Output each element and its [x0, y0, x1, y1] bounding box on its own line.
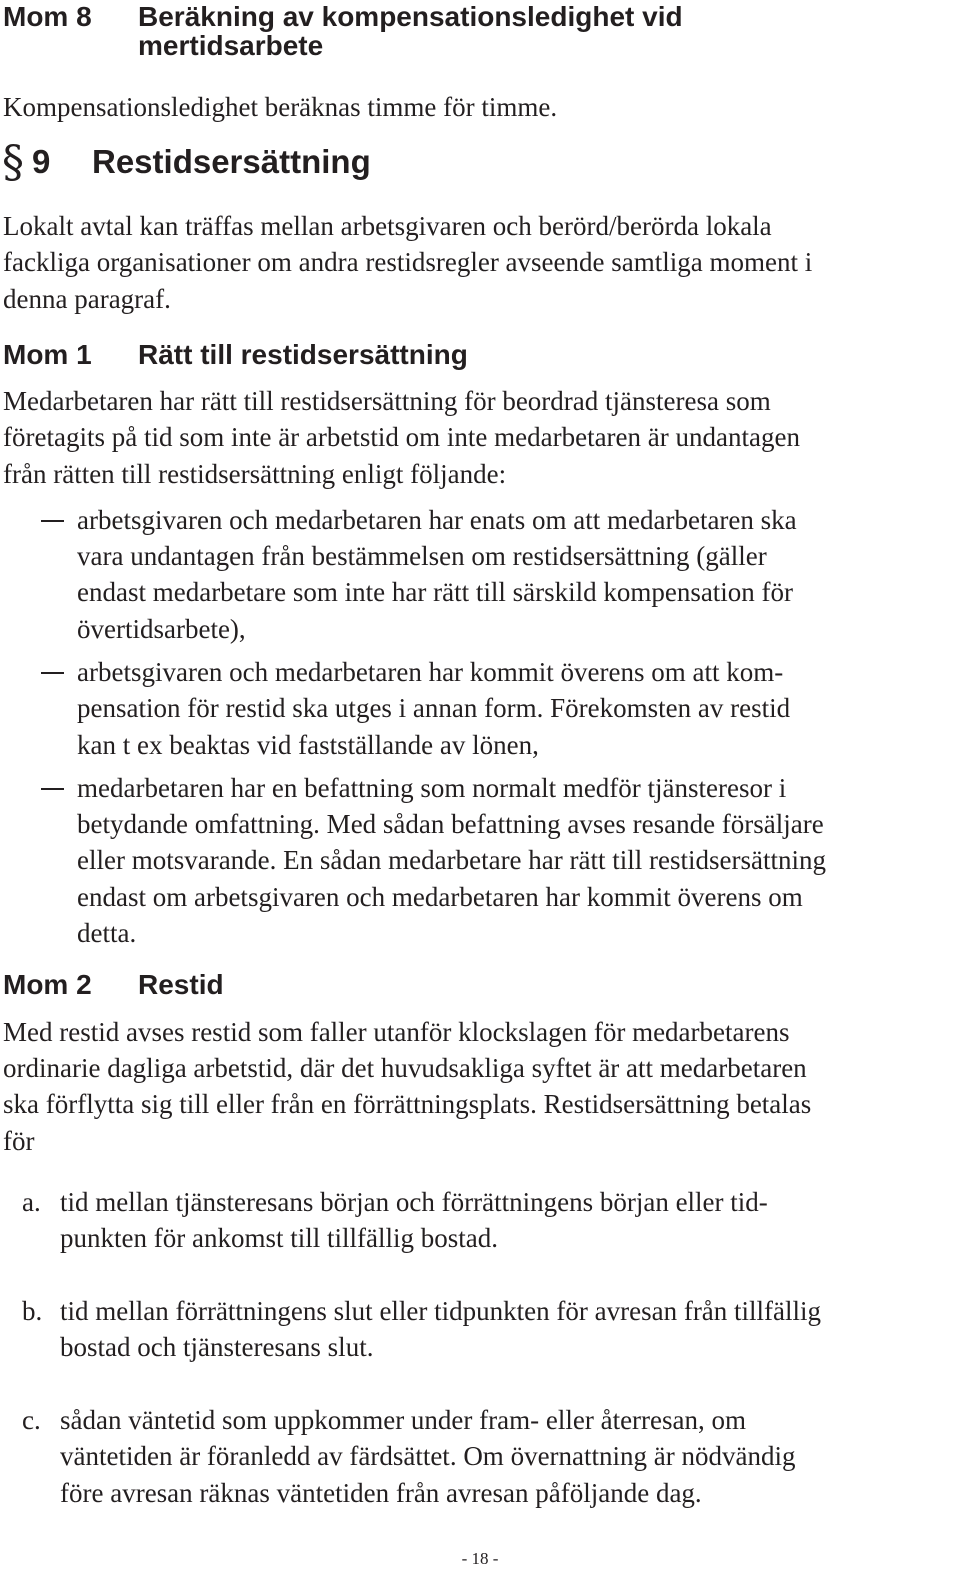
list-item-line: punkten för ankomst till tillfällig bostad.: [60, 1223, 498, 1253]
mom2-number: Mom 2: [3, 969, 92, 1000]
mom2-title: Restid: [138, 969, 224, 1000]
mom2-intro-line: ska förflytta sig till eller från en förrättningsplats. Restidsersättning betalas: [3, 1089, 812, 1119]
list-item-line: före avresan räknas väntetiden från avresan påföljande dag.: [60, 1478, 702, 1508]
bullet-line: detta.: [77, 918, 137, 948]
section-title: Restidsersättning: [92, 143, 371, 180]
section-symbol: §: [2, 137, 24, 188]
mom1-intro-line: Medarbetaren har rätt till restidsersättning för beordrad tjänsteresa som: [3, 386, 771, 416]
list-label: a.: [22, 1187, 41, 1217]
section-number: 9: [32, 143, 51, 180]
section-intro-line: Lokalt avtal kan träffas mellan arbetsgivaren och berörd/berörda lokala: [3, 211, 772, 241]
list-item-line: tid mellan tjänsteresans början och förrättningens början eller tid-: [60, 1187, 768, 1217]
mom1-intro-line: från rätten till restidsersättning enligt följande:: [3, 459, 507, 489]
mom8-text: Kompensationsledighet beräknas timme för timme.: [3, 92, 558, 122]
bullet-line: endast medarbetare som inte har rätt till särskild kompensation för: [77, 577, 794, 607]
bullet-line: eller motsvarande. En sådan medarbetare har rätt till restidsersättning: [77, 845, 826, 875]
bullet-line: vara undantagen från bestämmelsen om restidsersättning (gäller: [77, 541, 767, 571]
mom2-intro-line: ordinarie dagliga arbetstid, där det huvudsakliga syftet är att medarbetaren: [3, 1053, 807, 1083]
dash-bullet: [41, 788, 64, 790]
mom1-title: Rätt till restidsersättning: [138, 339, 468, 370]
mom1-intro-line: företagits på tid som inte är arbetstid om inte medarbetaren är undantagen: [3, 422, 800, 452]
mom8-number: Mom 8: [3, 1, 92, 32]
list-label: c.: [22, 1405, 41, 1435]
mom2-intro-line: Med restid avses restid som faller utanför klockslagen för medarbetarens: [3, 1017, 790, 1047]
dash-bullet: [41, 520, 64, 522]
page-number: - 18 -: [461, 1549, 499, 1568]
bullet-line: arbetsgivaren och medarbetaren har enats om att medarbetaren ska: [77, 505, 797, 535]
list-item-line: sådan väntetid som uppkommer under fram- eller återresan, om: [60, 1405, 747, 1435]
bullet-line: kan t ex beaktas vid fastställande av lönen,: [77, 730, 539, 760]
bullet-line: arbetsgivaren och medarbetaren har kommit överens om att kom-: [77, 657, 784, 687]
section-intro-line: fackliga organisationer om andra restidsregler avseende samtliga moment i: [3, 247, 813, 277]
mom8-title-line-2: mertidsarbete: [138, 30, 324, 61]
mom1-number: Mom 1: [3, 339, 92, 370]
section-intro-line: denna paragraf.: [3, 284, 171, 314]
bullet-line: pensation för restid ska utges i annan form. Förekomsten av restid: [77, 693, 791, 723]
bullet-line: betydande omfattning. Med sådan befattning avses resande försäljare: [77, 809, 824, 839]
bullet-line: medarbetaren har en befattning som normalt medför tjänsteresor i: [77, 773, 787, 803]
list-item-line: tid mellan förrättningens slut eller tidpunkten för avresan från tillfällig: [60, 1296, 822, 1326]
list-item-line: väntetiden är föranledd av färdsättet. Om övernattning är nödvändig: [60, 1441, 796, 1471]
mom2-intro-line: för: [3, 1126, 35, 1156]
bullet-line: endast om arbetsgivaren och medarbetaren har kommit överens om: [77, 882, 803, 912]
bullet-line: övertidsarbete),: [77, 614, 246, 644]
list-item-line: bostad och tjänsteresans slut.: [60, 1332, 374, 1362]
mom8-title-line-1: Beräkning av kompensationsledighet vid: [138, 1, 683, 32]
list-label: b.: [22, 1296, 43, 1326]
dash-bullet: [41, 672, 64, 674]
